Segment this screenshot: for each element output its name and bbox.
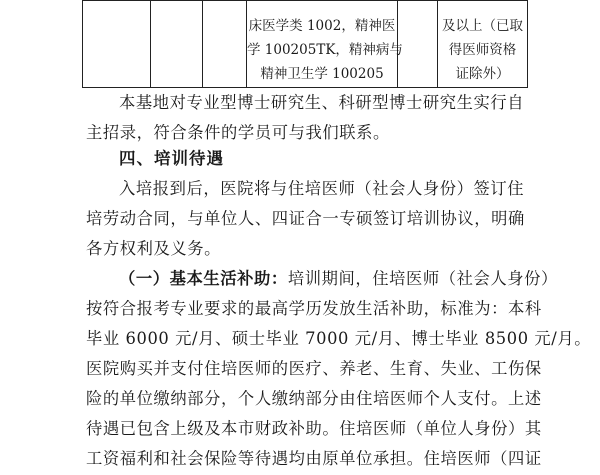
paragraph-line: 各方权利及义务。 [86,239,222,258]
table-cell-line: 精神卫生学 100205 [260,66,384,82]
table-cell-line: 及以上（已取 [442,18,523,34]
table-cell [398,1,438,88]
paragraph-line: 毕业 6000 元/月、硕士毕业 7000 元/月、博士毕业 8500 元/月。 [86,329,592,348]
table-cell-line: 学 100205TK，精神病与 [247,42,403,58]
paragraph-line: 待遇已包含上级及本市财政补助。住培医师（单位人身份）其 [86,419,542,438]
subsidy-lead-heading: （一）基本生活补助： [119,269,288,288]
table-row [83,1,528,88]
paragraph-line: 培劳动合同，与单位人、四证合一专硕签订培训协议，明确 [86,209,525,228]
table-cell [151,1,203,88]
section-heading: 四、培训待遇 [119,149,224,168]
paragraph-line: 险的单位缴纳部分，个人缴纳部分由住培医师个人支付。上述 [86,389,542,408]
paragraph-line: 本基地对专业型博士研究生、科研型博士研究生实行自 [119,93,525,112]
table-cell-majors [247,1,403,88]
paragraph-line [86,264,558,294]
table-cell-line: 床医学类 1002，精神医 [248,18,396,34]
table-cell-qualification [438,1,528,88]
paragraph-line: 按符合报考专业要求的最高学历发放生活补助，标准为：本科 [86,299,542,318]
paragraph-line: 工资福利和社会保险等待遇均由原单位承担。住培医师（四证 [86,449,542,468]
requirements-table-fragment [82,0,528,88]
subsidy-lead-text: 培训期间，住培医师（社会人身份） [287,269,558,288]
table-cell [83,1,151,88]
paragraph-line: 入培报到后，医院将与住培医师（社会人身份）签订住 [119,179,525,198]
table-cell-line: 证除外） [455,66,510,82]
paragraph-line: 医院购买并支付住培医师的医疗、养老、生育、失业、工伤保 [86,359,542,378]
paragraph-subsidy [86,264,592,474]
table-cell-line: 得医师资格 [448,42,517,58]
paragraph-recruitment [86,88,528,148]
table-cell [203,1,247,88]
paragraph-line: 主招录，符合条件的学员可与我们联系。 [86,123,390,142]
paragraph-contract [86,174,528,264]
